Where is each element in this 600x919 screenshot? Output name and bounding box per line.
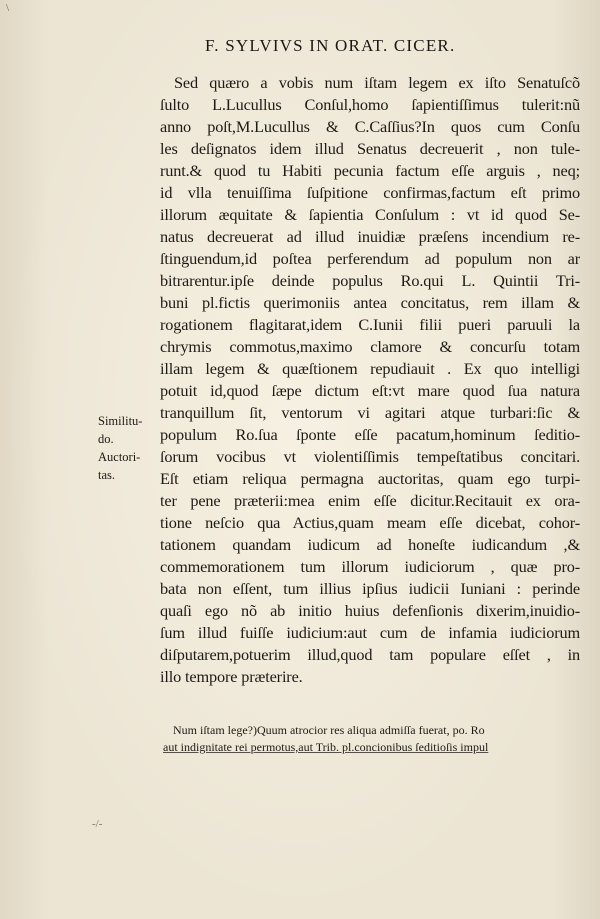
footnote — [163, 722, 585, 756]
text-line: Sed quæro a vobis num iſtam legem ex iſto Senatuſcõ — [174, 73, 580, 92]
text-line: chrymis commotus,maximo clamore & concurſu totam — [160, 337, 580, 356]
text-line: id vlla tenuiſſima ſuſpitione confirmas,factum eſt primo — [160, 183, 580, 202]
margin-note-line: Auctori- — [98, 450, 141, 464]
margin-note-line: tas. — [98, 468, 116, 482]
text-line: buni pl.fictis querimoniis antea concitatus, rem illam & — [160, 293, 580, 312]
margin-note — [98, 412, 158, 484]
text-line: illorum æquitate & ſapientia Conſulum : vt id quod Se- — [160, 205, 580, 224]
text-line: rogationem flagitarat,idem C.Iunii filii pueri paruuli la — [160, 315, 580, 334]
text-line: ſorum vocibus vt violentiſſimis tempeſtatibus concitari. — [160, 447, 580, 466]
text-line: ter pene præterii:mea enim eſſe dicitur.Recitauit ex ora- — [160, 491, 580, 510]
page-blemish-mark: -/- — [92, 818, 103, 830]
text-line: populum Ro.ſua ſponte eſſe pacatum,hominum ſeditio- — [160, 425, 580, 444]
text-line: ſulto L.Lucullus Conſul,homo ſapientiſſimus tulerit:nũ — [160, 95, 580, 114]
text-line: anno poſt,M.Lucullus & C.Caſſius?In quos cum Conſu — [160, 117, 580, 136]
footnote-line: Num iſtam lege?)Quum atrocior res aliqua admiſſa fuerat, po. Ro — [173, 723, 485, 737]
body-text — [160, 72, 580, 688]
text-line: runt.& quod tu Habiti pecunia factum eſſe arguis , neq; — [160, 161, 580, 180]
text-line: les deſignatos idem illud Senatus decreuerit , non tule- — [160, 139, 580, 158]
text-line: quaſi ego nõ ab initio huius defenſionis dixerim,inuidio- — [160, 601, 580, 620]
text-line: ſtinguendum,id poſtea perferendum ad populum non ar — [160, 249, 580, 268]
text-line: commemorationem tum illorum iudiciorum , quæ pro- — [160, 557, 580, 576]
text-line: tationem quandam iudicum ad honeſte iudicandum ,& — [160, 535, 580, 554]
text-line: natus decreuerat ad illud inuidiæ præſens incendium re- — [160, 227, 580, 246]
margin-note-line: Similitu- — [98, 414, 143, 428]
text-line: bitrarentur.ipſe deinde populus Ro.qui L. Quintii Tri- — [160, 271, 580, 290]
text-line: ſum illud fuiſſe iudicium:aut cum de infamia iudiciorum — [160, 623, 580, 642]
text-line: illo tempore præterire. — [160, 667, 303, 686]
text-line: bata non eſſent, tum illius ipſius iudicii Iuniani : perinde — [160, 579, 580, 598]
text-line: diſputarem,potuerim illud,quod tam populare eſſet , in — [160, 645, 580, 664]
running-head: F. SYLVIVS IN ORAT. CICER. — [205, 36, 456, 55]
text-line: Eſt etiam reliqua permagna auctoritas, quam ego turpi- — [160, 469, 580, 488]
page-edge-mark: \ — [6, 2, 10, 14]
text-line: illam legem & quæſtionem repudiauit . Ex quo intelligi — [160, 359, 580, 378]
text-line: potuit id,quod ſæpe dictum eſt:vt mare quod ſua natura — [160, 381, 580, 400]
text-line: tione neſcio qua Actius,quam meam eſſe dicebat, cohor- — [160, 513, 580, 532]
footnote-line: aut indignitate rei permotus,aut Trib. pl.concionibus ſeditioſis impul — [163, 740, 489, 754]
margin-note-line: do. — [98, 432, 114, 446]
text-line: tranquillum ſit, ventorum vi agitari atque turbari:ſic & — [160, 403, 580, 422]
